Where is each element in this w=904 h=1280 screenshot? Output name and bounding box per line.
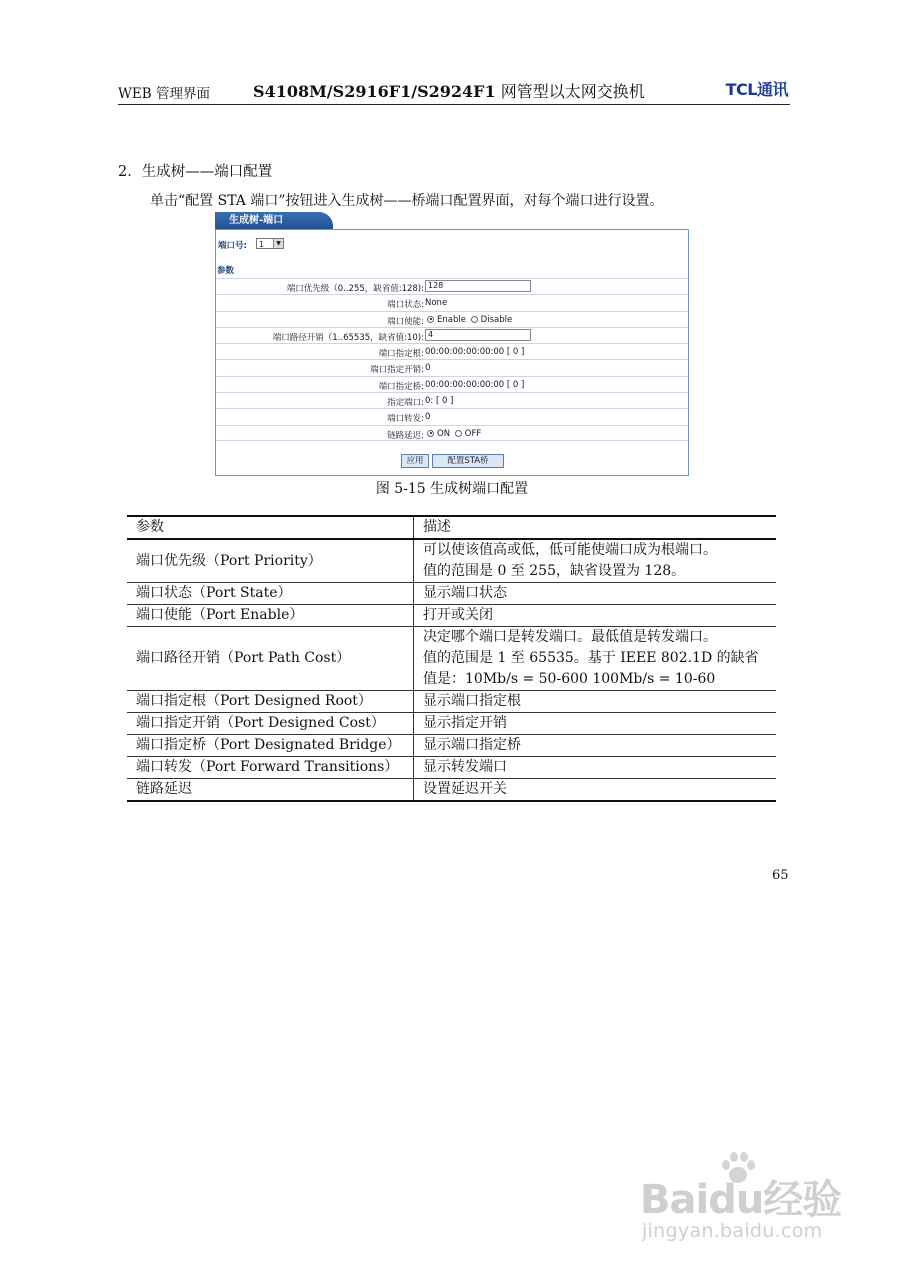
off-radio-label: OFF <box>464 428 482 439</box>
link-delay-options <box>425 429 481 439</box>
panel-buttons <box>215 452 689 470</box>
table-row <box>127 691 776 713</box>
parameter-table <box>127 515 776 802</box>
header-title-rest: 网管型以太网交换机 <box>495 82 645 101</box>
designated-root-label: 端口指定根: <box>378 349 424 360</box>
table-row <box>127 627 776 691</box>
row-designated-root <box>216 343 688 359</box>
desc-line: 决定哪个端口是转发端口。最低值是转发端口。 <box>423 629 717 645</box>
header-left-text: WEB 管理界面 <box>118 86 210 102</box>
desc-line: 显示端口指定桥 <box>423 737 521 753</box>
port-forward-label: 端口转发: <box>387 414 424 425</box>
chevron-down-icon[interactable]: ▼ <box>273 239 283 248</box>
table-row <box>127 735 776 757</box>
param-cell: 端口使能（Port Enable） <box>127 605 414 627</box>
row-designated-port <box>216 392 688 408</box>
enable-radio[interactable] <box>427 316 434 323</box>
table-row <box>127 583 776 605</box>
port-state-label: 端口状态: <box>387 300 424 311</box>
param-cell: 端口状态（Port State） <box>127 583 414 605</box>
desc-cell <box>414 605 777 627</box>
desc-line: 显示转发端口 <box>423 759 507 775</box>
designated-cost-label: 端口指定开销: <box>370 365 424 376</box>
param-cell: 端口指定开销（Port Designed Cost） <box>127 713 414 735</box>
designated-bridge-value: 00:00:00:00:00:00 [ 0 ] <box>425 379 525 390</box>
header-desc: 描述 <box>414 516 777 539</box>
disable-radio-label: Disable <box>480 314 513 325</box>
port-number-label: 端口号: <box>218 241 247 251</box>
port-enable-options <box>425 315 512 325</box>
desc-line: 值是：10Mb/s = 50-600 100Mb/s = 10-60 <box>423 671 716 687</box>
row-port-path-cost <box>216 327 688 343</box>
desc-line: 显示端口状态 <box>423 585 507 601</box>
param-cell: 端口指定根（Port Designed Root） <box>127 691 414 713</box>
table-header-row <box>127 516 776 539</box>
port-forward-value: 0 <box>425 412 431 423</box>
row-designated-cost <box>216 359 688 375</box>
desc-cell <box>414 779 777 802</box>
config-sta-bridge-button[interactable]: 配置STA桥 <box>432 454 504 468</box>
param-cell: 端口转发（Port Forward Transitions） <box>127 757 414 779</box>
param-cell: 端口路径开销（Port Path Cost） <box>127 627 414 691</box>
port-path-cost-label: 端口路径开销（1..65535，缺省值:10): <box>272 332 424 343</box>
figure-caption: 图 5-15 生成树端口配置 <box>375 481 529 497</box>
row-port-forward <box>216 408 688 424</box>
desc-cell <box>414 583 777 605</box>
on-radio-label: ON <box>437 428 451 439</box>
panel-frame <box>215 229 689 476</box>
link-delay-label: 链路延迟: <box>387 430 424 441</box>
page-number: 65 <box>772 868 789 883</box>
designated-port-value: 0: [ 0 ] <box>425 396 454 407</box>
designated-cost-value: 0 <box>425 363 431 374</box>
desc-line: 显示端口指定根 <box>423 693 521 709</box>
designated-root-value: 00:00:00:00:00:00 [ 0 ] <box>425 347 525 358</box>
table-row <box>127 605 776 627</box>
table-row <box>127 757 776 779</box>
row-port-enable <box>216 311 688 327</box>
table-row <box>127 539 776 583</box>
param-cell: 链路延迟 <box>127 779 414 802</box>
table-body <box>127 539 776 801</box>
port-priority-input[interactable]: 128 <box>425 280 531 292</box>
row-port-state <box>216 294 688 310</box>
tcl-logo: TCL通讯 <box>725 80 788 99</box>
header-param: 参数 <box>127 516 414 539</box>
port-enable-label: 端口使能: <box>387 316 424 327</box>
enable-radio-label: Enable <box>437 314 466 325</box>
param-cell: 端口指定桥（Port Designated Bridge） <box>127 735 414 757</box>
row-link-delay <box>216 425 688 441</box>
desc-line: 值的范围是 1 至 65535。基于 IEEE 802.1D 的缺省 <box>423 650 759 666</box>
table-row <box>127 713 776 735</box>
disable-radio[interactable] <box>471 316 478 323</box>
port-state-value: None <box>425 298 448 309</box>
desc-cell <box>414 713 777 735</box>
watermark-brand: Baidu经验 <box>640 1177 842 1223</box>
panel-tab-title: 生成树-端口 <box>215 212 333 230</box>
apply-button[interactable]: 应用 <box>401 454 429 468</box>
row-port-priority <box>216 278 688 294</box>
watermark-url: jingyan.baidu.com <box>642 1220 823 1242</box>
header-title <box>253 79 645 102</box>
intro-paragraph: 单击“配置 STA 端口”按钮进入生成树——桥端口配置界面，对每个端口进行设置。 <box>150 193 664 209</box>
desc-line: 值的范围是 0 至 255，缺省设置为 128。 <box>423 563 686 579</box>
port-number-value: 1 <box>259 240 265 249</box>
desc-line: 打开或关闭 <box>423 607 493 623</box>
designated-port-label: 指定端口: <box>387 398 424 409</box>
on-radio[interactable] <box>427 430 434 437</box>
params-label: 参数 <box>217 266 235 276</box>
stp-port-config-panel <box>215 212 689 476</box>
off-radio[interactable] <box>455 430 462 437</box>
desc-line: 显示指定开销 <box>423 715 507 731</box>
page-header <box>118 76 790 105</box>
params-rows <box>216 278 688 441</box>
table-row <box>127 779 776 802</box>
baidu-watermark <box>640 1148 860 1258</box>
port-number-select[interactable] <box>256 238 284 249</box>
desc-cell <box>414 627 777 691</box>
desc-cell <box>414 735 777 757</box>
desc-cell <box>414 539 777 583</box>
port-priority-label: 端口优先级（0..255，缺省值:128): <box>286 284 424 294</box>
row-designated-bridge <box>216 376 688 392</box>
port-path-cost-input[interactable]: 4 <box>425 329 531 341</box>
desc-cell <box>414 691 777 713</box>
desc-line: 可以使该值高或低，低可能使端口成为根端口。 <box>423 542 717 558</box>
header-model: S4108M/S2916F1/S2924F1 <box>253 82 496 101</box>
param-cell: 端口优先级（Port Priority） <box>127 539 414 583</box>
desc-cell <box>414 757 777 779</box>
designated-bridge-label: 端口指定桥: <box>378 381 424 392</box>
section-title: 2．生成树——端口配置 <box>118 164 273 180</box>
desc-line: 设置延迟开关 <box>423 781 507 797</box>
